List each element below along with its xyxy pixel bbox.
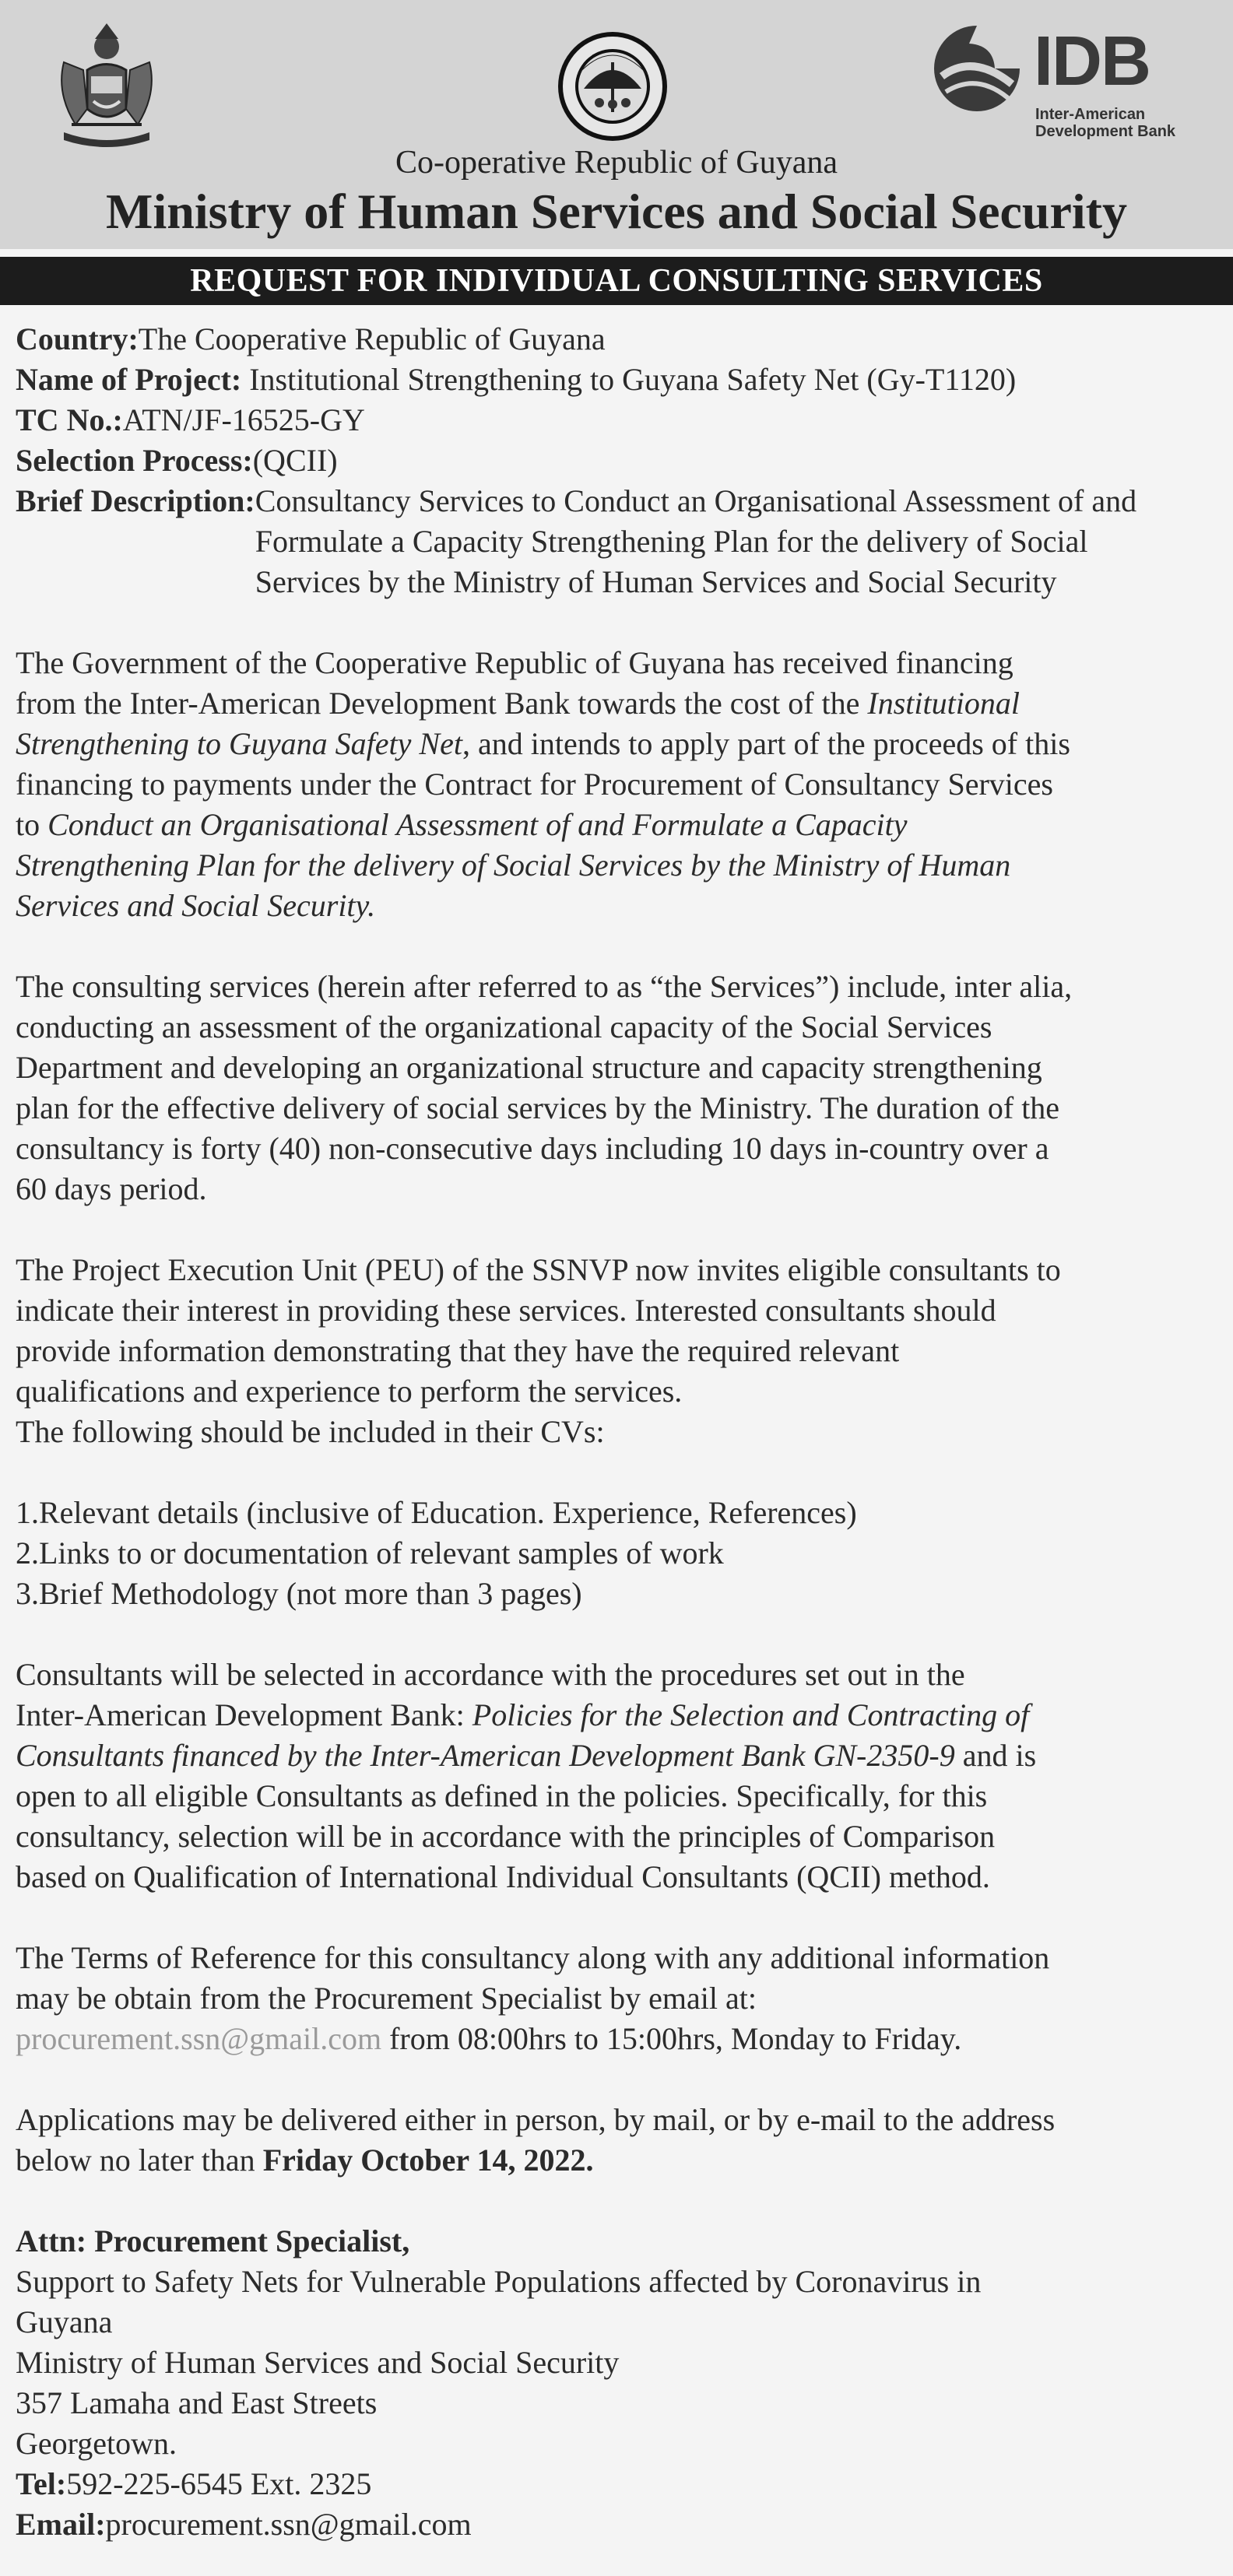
- text-line: consultancy, selection will be in accordance with the principles of Comparison: [16, 1819, 996, 1854]
- italic-span: Conduct an Organisational Assessment of and Formulate a Capacity: [47, 807, 908, 842]
- header: [0, 0, 1233, 249]
- text-line: indicate their interest in providing these services. Interested consultants should: [16, 1293, 996, 1328]
- text-span: to: [16, 807, 48, 842]
- paragraph-selection: [16, 1655, 1230, 1897]
- republic-title: Co-operative Republic of Guyana: [395, 145, 838, 181]
- italic-span: Consultants financed by the Inter-American Development Bank GN-2350-9: [16, 1738, 955, 1773]
- coat-of-arms-icon: [40, 16, 173, 148]
- text-line: Guyana: [16, 2304, 113, 2339]
- text-span: below no later than: [16, 2143, 263, 2178]
- text-line: [16, 845, 1230, 886]
- paragraph-invitation: [16, 1250, 1230, 1452]
- idb-full-name: [1035, 106, 1175, 140]
- selection-field: [16, 440, 1230, 481]
- contact-address: [16, 2221, 1230, 2545]
- text-line: [16, 886, 1230, 926]
- text-line: Support to Safety Nets for Vulnerable Populations affected by Coronavirus in: [16, 2264, 982, 2299]
- text-line: plan for the effective delivery of social services by the Ministry. The duration of the: [16, 1090, 1060, 1125]
- text-line: The Terms of Reference for this consultancy along with any additional information: [16, 1940, 1050, 1975]
- paragraph-financing: [16, 643, 1230, 926]
- notice-body: [16, 319, 1230, 2545]
- text-line: 60 days period.: [16, 1171, 207, 1206]
- text-line: [16, 805, 1230, 845]
- italic-span: Institutional: [867, 686, 1020, 721]
- email-label: Email:: [16, 2507, 106, 2542]
- text-line: [16, 1695, 1230, 1735]
- procurement-email-link[interactable]: procurement.ssn@gmail.com: [16, 2021, 382, 2056]
- idb-name-line-1: Inter-American: [1035, 106, 1146, 123]
- list-item: 2.Links to or documentation of relevant samples of work: [16, 1535, 724, 1571]
- text-line: Ministry of Human Services and Social Security: [16, 2345, 620, 2380]
- tel-label: Tel:: [16, 2466, 67, 2501]
- tc-value: ATN/JF-16525-GY: [122, 402, 365, 437]
- paragraph-deadline: [16, 2100, 1230, 2181]
- text-line: The Government of the Cooperative Republic of Guyana has received financing: [16, 645, 1013, 680]
- text-line: open to all eligible Consultants as defined in the policies. Specifically, for this: [16, 1778, 988, 1813]
- country-value: The Cooperative Republic of Guyana: [138, 321, 606, 356]
- idb-logo-icon: [926, 22, 1028, 115]
- text-line: [16, 1735, 1230, 1776]
- list-item: 3.Brief Methodology (not more than 3 pages): [16, 1576, 582, 1611]
- selection-label: Selection Process:: [16, 443, 253, 478]
- contact-email-link[interactable]: procurement.ssn@gmail.com: [105, 2507, 472, 2542]
- brief-description-field: [16, 481, 1230, 602]
- text-line: [16, 724, 1230, 764]
- text-line: qualifications and experience to perform the services.: [16, 1374, 683, 1409]
- email-line: [16, 2504, 1230, 2545]
- paragraph-services: [16, 967, 1230, 1209]
- text-line: financing to payments under the Contract for Procurement of Consultancy Services: [16, 767, 1053, 802]
- text-line: The Project Execution Unit (PEU) of the SSNVP now invites eligible consultants to: [16, 1252, 1061, 1287]
- country-label: Country:: [16, 321, 139, 356]
- italic-span: Strengthening to Guyana Safety Net: [16, 726, 462, 761]
- brief-label: Brief Description:: [16, 483, 255, 518]
- text-span: and is: [954, 1738, 1037, 1773]
- text-line: Applications may be delivered either in person, by mail, or by e-mail to the address: [16, 2102, 1056, 2137]
- idb-name-line-2: Development Bank: [1035, 123, 1176, 140]
- tel-value[interactable]: 592-225-6545 Ext. 2325: [66, 2466, 372, 2501]
- text-line: conducting an assessment of the organizational capacity of the Social Services: [16, 1009, 992, 1044]
- text-span: from the Inter-American Development Bank towards the cost of the: [16, 686, 868, 721]
- request-banner: REQUEST FOR INDIVIDUAL CONSULTING SERVICES: [0, 257, 1233, 305]
- italic-span: Policies for the Selection and Contracting of: [472, 1697, 1030, 1732]
- text-span: Inter-American Development Bank:: [16, 1697, 472, 1732]
- text-line: The consulting services (herein after referred to as “the Services”) include, inter alia,: [16, 969, 1073, 1004]
- text-line: [16, 2019, 1230, 2059]
- attn-line: Attn: Procurement Specialist,: [16, 2223, 410, 2258]
- paragraph-terms: [16, 1938, 1230, 2059]
- tc-label: TC No.:: [16, 402, 123, 437]
- idb-logo-text: IDB: [1034, 23, 1150, 100]
- project-label: Name of Project:: [16, 362, 242, 397]
- country-field: [16, 319, 1230, 360]
- tc-field: [16, 400, 1230, 440]
- project-value: Institutional Strengthening to Guyana Safety Net (Gy-T1120): [241, 362, 1017, 397]
- text-line: Georgetown.: [16, 2426, 177, 2461]
- text-line: [16, 2140, 1230, 2181]
- text-line: provide information demonstrating that they have the required relevant: [16, 1333, 900, 1368]
- text-span: from 08:00hrs to 15:00hrs, Monday to Friday.: [381, 2021, 962, 2056]
- ministry-seal-icon: [554, 28, 671, 145]
- text-line: [16, 683, 1230, 724]
- text-line: consultancy is forty (40) non-consecutive days including 10 days in-country over a: [16, 1131, 1049, 1166]
- italic-span: Strengthening Plan for the delivery of Social Services by the Ministry of Human: [16, 848, 1011, 883]
- text-line: 357 Lamaha and East Streets: [16, 2385, 378, 2420]
- text-line: based on Qualification of International Individual Consultants (QCII) method.: [16, 1859, 990, 1894]
- deadline-date: Friday October 14, 2022.: [262, 2143, 594, 2178]
- text-line: The following should be included in their CVs:: [16, 1414, 605, 1449]
- text-span: , and intends to apply part of the proceeds of this: [462, 726, 1070, 761]
- selection-value: (QCII): [252, 443, 338, 478]
- brief-value: Consultancy Services to Conduct an Organisational Assessment of and Formulate a Capacity Strengthening Plan for the delivery of Social Services by the Ministry of Human Services and Social Security: [255, 483, 1137, 599]
- project-field: [16, 360, 1230, 400]
- cv-requirements-list: [16, 1493, 1230, 1614]
- list-item: 1.Relevant details (inclusive of Education. Experience, References): [16, 1495, 857, 1530]
- tel-line: [16, 2464, 1230, 2504]
- ministry-title: Ministry of Human Services and Social Security: [106, 184, 1127, 239]
- text-line: Consultants will be selected in accordance with the procedures set out in the: [16, 1657, 965, 1692]
- italic-span: Services and Social Security.: [16, 888, 376, 923]
- text-line: Department and developing an organizational structure and capacity strengthening: [16, 1050, 1042, 1085]
- text-line: may be obtain from the Procurement Specialist by email at:: [16, 1981, 757, 2016]
